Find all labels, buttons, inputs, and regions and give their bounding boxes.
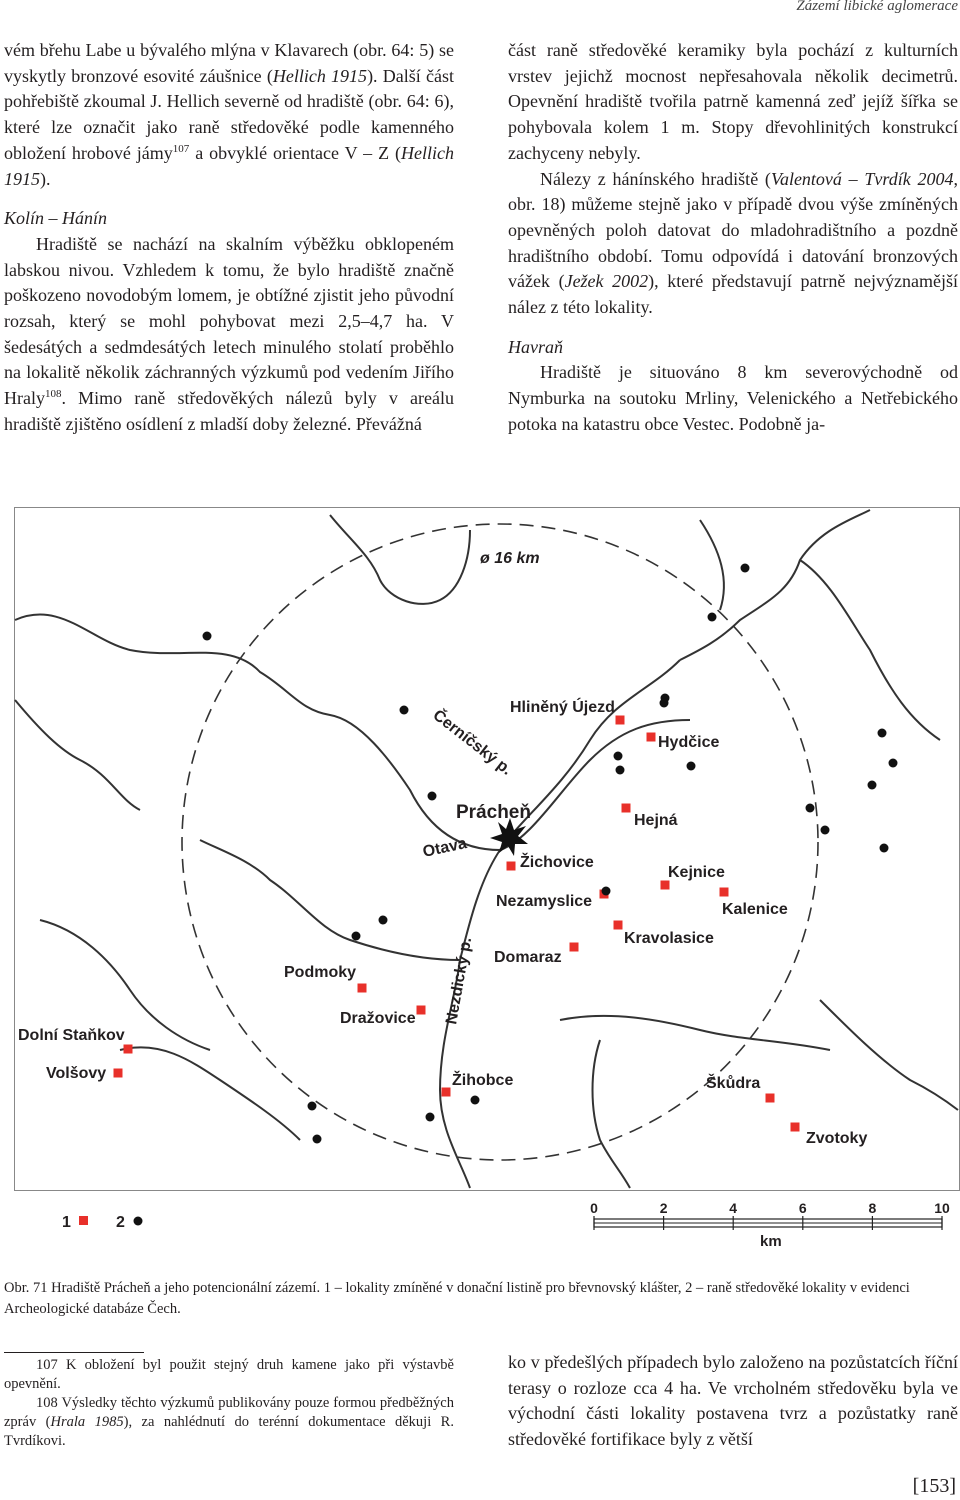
site-marker [124, 1045, 133, 1054]
legend-label-2: 2 [116, 1214, 125, 1231]
paragraph: část raně středověké keramiky byla pochází z kulturních vrstev jejichž mocnost nepřesahovala několik decimetrů. Opevnění hradiště tvořila patrně kamenná zeď jejíž šířka se pohybovala kolem 1 m. Stopy dřevohlinitých konstrukcí zachyceny nebyly. [508, 40, 958, 163]
legend-label-1: 1 [62, 1214, 71, 1231]
site-marker [417, 1006, 426, 1015]
site-dot [708, 613, 717, 622]
section-title: Kolín – Hánín [4, 208, 108, 229]
site-dot [471, 1096, 480, 1105]
site-label: Zvotoky [806, 1130, 868, 1147]
river-otava [15, 614, 690, 850]
legend-marker-2 [134, 1217, 143, 1226]
site-label: Nezamyslice [496, 893, 593, 910]
paragraph: Hradiště je situováno 8 km severovýchodně od Nymburka na soutoku Mrliny, Velenického a Netřebického potoka na katastru obce Vestec. Podobně ja- [508, 362, 958, 434]
paragraph: Nálezy z hánínského hradiště (Valentová – Tvrdík 2004, obr. 18) můžeme stejně jako v případě dvou výše zmíněných opevněných poloh datovat do mladohradištního a pozdně hradištního období. Tomu odpovídá i datování bronzových vážek (Ježek 2002), které představují patrně nejvýznamější nález z této lokality. [508, 168, 959, 318]
site-label: Hejná [634, 812, 678, 829]
legend-marker-1 [79, 1216, 88, 1225]
site-marker [720, 888, 729, 897]
site-dot [352, 932, 361, 941]
site-dot [660, 699, 669, 708]
site-label: Žihobce [452, 1072, 514, 1089]
site-dot [614, 752, 623, 761]
scale-tick-label: 6 [798, 1200, 807, 1216]
paragraph: Hradiště se nachází na skalním výběžku obklopeném labskou nivou. Vzhledem k tomu, že bylo hradiště značně poškozeno novodobým lomem, je obtížné zjistit jeho původní rozsah, který se mohl pohybovat mezi 2,5–4,7 ha. V šedesátých a sedmdesátých letech minulého stolatí proběhlo na lokalitě několik záchranných výzkumů pod vedením Jiřího Hraly$^{108}$. Mimo raně středověkých nálezů byly v areálu hradiště zjištěno osídlení z mladší doby železné. Převážná [4, 233, 454, 434]
footnote-ref[interactable]: 107 [172, 142, 190, 155]
site-marker [358, 984, 367, 993]
site-marker [791, 1123, 800, 1132]
footnotes [4, 1356, 454, 1451]
site-dot [426, 1113, 435, 1122]
scale-tick-label: 2 [659, 1200, 668, 1216]
site-dot [878, 729, 887, 738]
scale-unit: km [760, 1233, 782, 1250]
site-label: Podmoky [284, 964, 357, 981]
site-dot [880, 844, 889, 853]
radius-label: ø 16 km [480, 550, 540, 567]
site-dot [821, 826, 830, 835]
paragraph: ko v předešlých případech bylo založeno na pozůstatcích říční terasy o rozloze cca 4 ha. Ve vrcholném středověku byla ve východní části lokality postavena tvrz a pozůstatky raně středověké fortifikace byly z větší [508, 1352, 958, 1450]
river-label-nezdicky: Nezdický p. [443, 936, 476, 1026]
page-number: [153] [912, 1475, 956, 1497]
site-dot [308, 1102, 317, 1111]
site-label: Kalenice [722, 901, 788, 918]
site-dot [313, 1135, 322, 1144]
site-marker [614, 921, 623, 930]
site-dot [379, 916, 388, 925]
site-marker [622, 804, 631, 813]
site-dot [428, 792, 437, 801]
site-dot [616, 766, 625, 775]
site-label: Kravolasice [624, 930, 714, 947]
footnote-ref[interactable]: 108 [44, 388, 62, 401]
site-label: Žichovice [520, 854, 594, 871]
site-marker [647, 733, 656, 742]
scale-bar [590, 1200, 950, 1250]
site-label: Hliněný Újezd [510, 699, 615, 716]
center-label: Prácheň [456, 802, 531, 823]
site-label: Domaraz [494, 949, 562, 966]
scale-tick-label: 10 [934, 1200, 950, 1216]
site-label: Hydčice [658, 734, 720, 751]
site-label: Volšovy [46, 1065, 107, 1082]
river-label-otava: Otava [421, 835, 469, 861]
footnote-108: 108 Výsledky těchto výzkumů publikovány pouze formou předběžných zpráv (Hrala 1985), za nahlédnutí do terénní dokumentace děkuji R. Tvrdíkovi. [4, 1395, 454, 1449]
site-label: Dolní Staňkov [18, 1027, 125, 1044]
scale-tick-label: 0 [590, 1200, 598, 1216]
site-marker [442, 1088, 451, 1097]
site-labels [18, 697, 867, 1147]
river-label-cernicsky: Černíčský p. [429, 706, 515, 779]
site-label: Dražovice [340, 1010, 416, 1027]
section-title: Havraň [508, 336, 563, 357]
right-text-continuation [508, 1350, 958, 1453]
site-dot [806, 804, 815, 813]
running-header: Zázemí libické aglomerace [796, 0, 958, 14]
scale-tick-label: 8 [868, 1200, 877, 1216]
legend [62, 1214, 143, 1231]
site-marker [114, 1069, 123, 1078]
site-dot [741, 564, 750, 573]
site-dot [889, 759, 898, 768]
site-marker [661, 881, 670, 890]
site-dot [400, 706, 409, 715]
site-dot [203, 632, 212, 641]
site-label: Škůdra [706, 1075, 761, 1092]
figure-caption: Obr. 71 Hradiště Prácheň a jeho potencionální zázemí. 1 – lokality zmíněné v donační listině pro břevnovský klášter, 2 – raně středověké lokality v evidenci Archeologické databáze Čech. [4, 1280, 910, 1317]
site-dot [687, 762, 696, 771]
radius-circle [182, 524, 818, 1160]
paragraph: vém břehu Labe u bývalého mlýna v Klavarech (obr. 64: 5) se vyskytly bronzové esovité záušnice (Hellich 1915). Další část pohřebiště zkoumal J. Hellich severně od hradiště (obr. 64: 6), které lze označit jako raně středověké podle kamenného obložení hrobové jámy$^{107}$ a obvyklé orientace V – Z (Hellich 1915). [4, 40, 454, 189]
site-marker [570, 943, 579, 952]
site-dot [868, 781, 877, 790]
site-marker [616, 716, 625, 725]
site-dot [602, 887, 611, 896]
site-label: Kejnice [668, 864, 725, 881]
footnote-107: 107 K obložení byl použit stejný druh kamene jako při výstavbě opevnění. [4, 1357, 454, 1392]
scale-tick-label: 4 [729, 1200, 738, 1216]
site-markers [114, 716, 800, 1132]
site-marker [766, 1094, 775, 1103]
site-marker [507, 862, 516, 871]
footnote-divider [4, 1352, 144, 1353]
